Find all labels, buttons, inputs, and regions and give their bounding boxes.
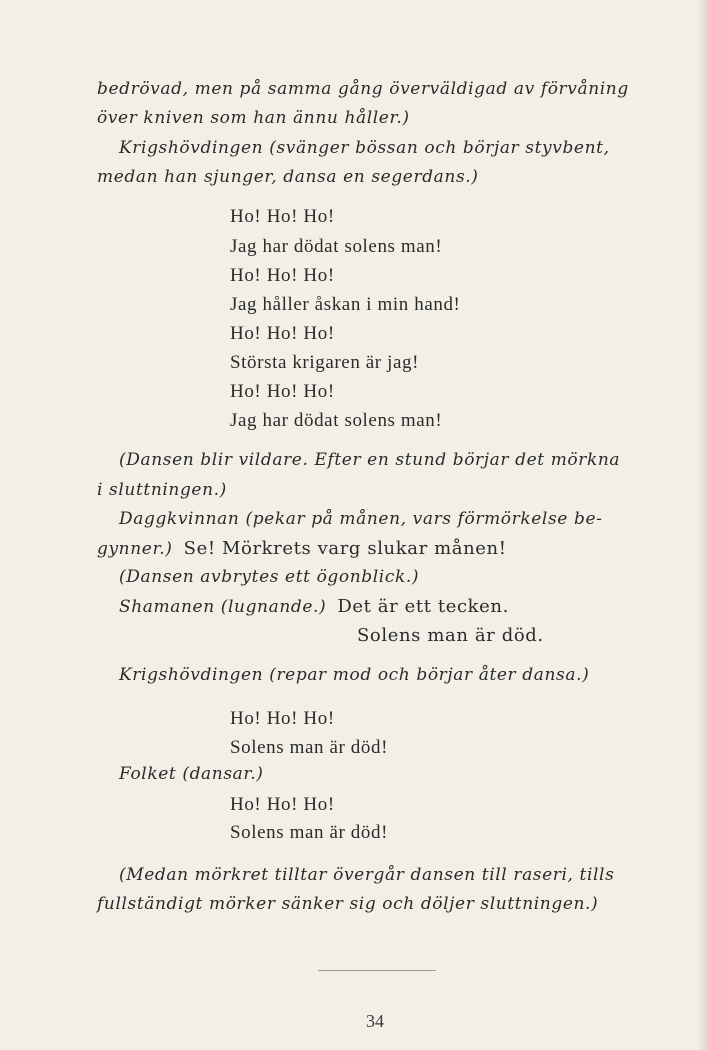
verse-line: Solens man är död! <box>230 737 389 758</box>
shamanen-speech: Det är ett tecken. <box>337 596 509 617</box>
stage-direction-line: medan han sjunger, dansa en segerdans.) <box>97 167 479 187</box>
verse-line: Ho! Ho! Ho! <box>230 794 335 815</box>
verse-line: Jag har dödat solens man! <box>230 410 443 431</box>
stage-direction-line: i sluttningen.) <box>97 480 227 500</box>
daggkvinnan-line: Daggkvinnan (pekar på månen, vars förmörkelse be- <box>119 509 603 529</box>
page-edge <box>697 0 707 1050</box>
daggkvinnan-stage-text: gynner.) <box>97 539 173 559</box>
verse-line: Största krigaren är jag! <box>230 352 420 373</box>
daggkvinnan-speech: Se! Mörkrets varg slukar månen! <box>183 538 507 559</box>
stage-direction-line: (Dansen avbrytes ett ögonblick.) <box>119 567 420 587</box>
stage-direction-line: Krigshövdingen (svänger bössan och börjar styvbent, <box>119 138 610 158</box>
krigshovdingen-line: Krigshövdingen (repar mod och börjar åter dansa.) <box>119 665 590 685</box>
verse-line: Ho! Ho! Ho! <box>230 323 335 344</box>
verse-line: Ho! Ho! Ho! <box>230 265 335 286</box>
stage-direction-line: (Dansen blir vildare. Efter en stund börjar det mörkna <box>119 450 621 470</box>
verse-line: Ho! Ho! Ho! <box>230 206 335 227</box>
stage-direction-line: (Medan mörkret tilltar övergår dansen till raseri, tills <box>119 865 615 885</box>
verse-line: Jag håller åskan i min hand! <box>230 294 461 315</box>
verse-line: Ho! Ho! Ho! <box>230 708 335 729</box>
verse-line: Jag har dödat solens man! <box>230 236 443 257</box>
page-number: 34 <box>366 1011 384 1031</box>
stage-direction-line: bedrövad, men på samma gång överväldigad av förvåning <box>97 79 629 99</box>
verse-line: Ho! Ho! Ho! <box>230 381 335 402</box>
verse-line: Solens man är död! <box>230 822 389 843</box>
shamanen-speech: Solens man är död. <box>357 625 544 646</box>
stage-direction-line: fullständigt mörker sänker sig och döljer sluttningen.) <box>97 894 599 914</box>
stage-direction-line: över kniven som han ännu håller.) <box>97 108 410 128</box>
shamanen-line <box>119 598 509 616</box>
shamanen-stage-text: Shamanen (lugnande.) <box>119 597 327 617</box>
folket-line: Folket (dansar.) <box>119 764 264 784</box>
footer-divider <box>318 970 436 971</box>
daggkvinnan-speech-line <box>97 540 507 558</box>
